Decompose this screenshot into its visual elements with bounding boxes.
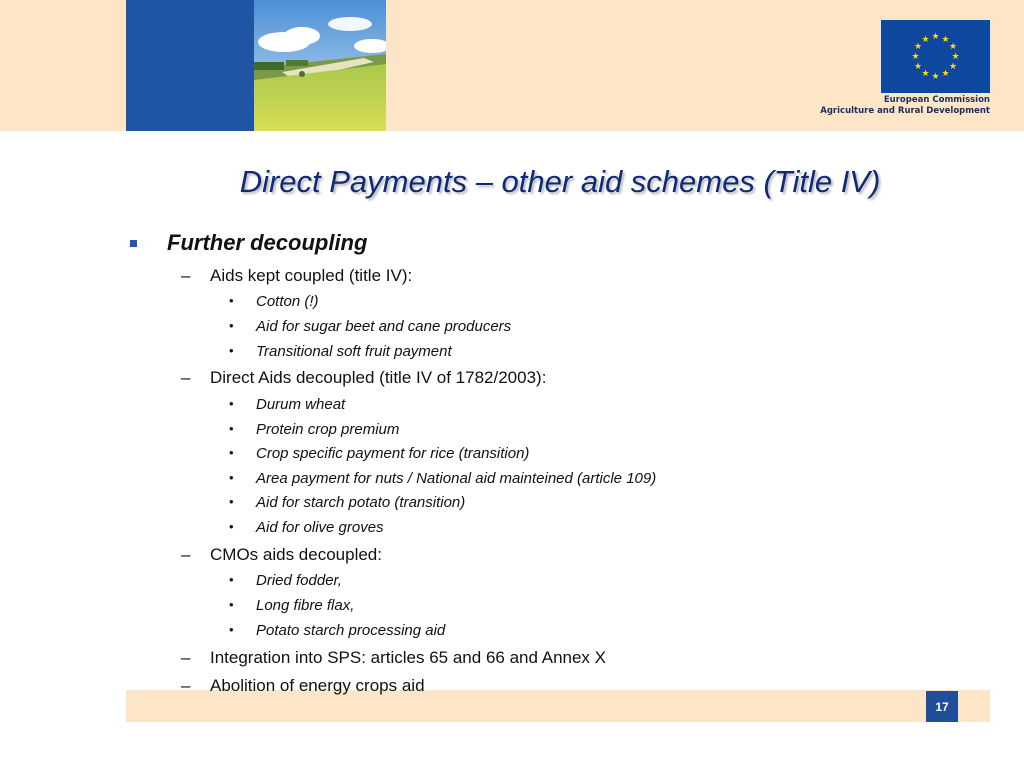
svg-text:★: ★ [913, 62, 923, 72]
svg-text:★: ★ [941, 35, 950, 45]
organization-line-1: European Commission [883, 95, 990, 105]
page-number: 17 [926, 691, 958, 722]
list-item: Area payment for nuts / National aid mainteined (article 109) [256, 470, 657, 487]
svg-text:★: ★ [921, 69, 930, 79]
square-bullet-icon [130, 240, 137, 247]
dot-bullet: • [229, 597, 234, 612]
dot-bullet: • [229, 421, 234, 436]
svg-text:★: ★ [948, 62, 958, 72]
dot-bullet: • [229, 494, 234, 509]
section-label: Aids kept coupled (title IV): [210, 266, 413, 285]
dash-bullet: – [181, 676, 191, 695]
list-item: Long fibre flax, [256, 597, 355, 614]
dot-bullet: • [229, 519, 234, 534]
header-blue-block [126, 0, 254, 131]
list-item: Durum wheat [256, 396, 346, 413]
dash-bullet: – [181, 545, 191, 564]
svg-text:★: ★ [913, 42, 923, 52]
organization-name [820, 95, 990, 117]
list-item: Aid for olive groves [256, 519, 384, 536]
list-item: Aid for sugar beet and cane producers [256, 318, 512, 335]
landscape-photo [254, 0, 386, 131]
svg-text:★: ★ [931, 32, 940, 42]
section-label: Abolition of energy crops aid [210, 676, 425, 695]
dot-bullet: • [229, 470, 234, 485]
section-label: CMOs aids decoupled: [210, 545, 382, 564]
svg-text:★: ★ [931, 72, 940, 82]
dot-bullet: • [229, 445, 234, 460]
list-item: Potato starch processing aid [256, 622, 446, 639]
main-point: Further decoupling [167, 230, 368, 255]
slide-title: Direct Payments – other aid schemes (Title IV) [239, 164, 881, 199]
svg-text:★: ★ [948, 42, 958, 52]
list-item: Transitional soft fruit payment [256, 343, 452, 360]
svg-text:★: ★ [941, 69, 950, 79]
svg-text:★: ★ [921, 35, 930, 45]
organization-line-2: Agriculture and Rural Development [820, 106, 990, 116]
dash-bullet: – [181, 648, 191, 667]
list-item: Protein crop premium [256, 421, 400, 438]
list-item: Cotton (!) [256, 293, 319, 310]
section-label: Direct Aids decoupled (title IV of 1782/2003): [210, 368, 547, 387]
dash-bullet: – [181, 266, 191, 285]
dot-bullet: • [229, 293, 234, 308]
list-item: Aid for starch potato (transition) [256, 494, 466, 511]
svg-text:★: ★ [951, 52, 960, 62]
dash-bullet: – [181, 368, 191, 387]
eu-flag-logo [881, 20, 990, 93]
list-item: Crop specific payment for rice (transition) [256, 445, 530, 462]
dot-bullet: • [229, 622, 234, 637]
dot-bullet: • [229, 343, 234, 358]
section-label: Integration into SPS: articles 65 and 66 and Annex X [210, 648, 606, 667]
dot-bullet: • [229, 572, 234, 587]
svg-text:★: ★ [911, 52, 920, 62]
dot-bullet: • [229, 396, 234, 411]
dot-bullet: • [229, 318, 234, 333]
list-item: Dried fodder, [256, 572, 342, 589]
